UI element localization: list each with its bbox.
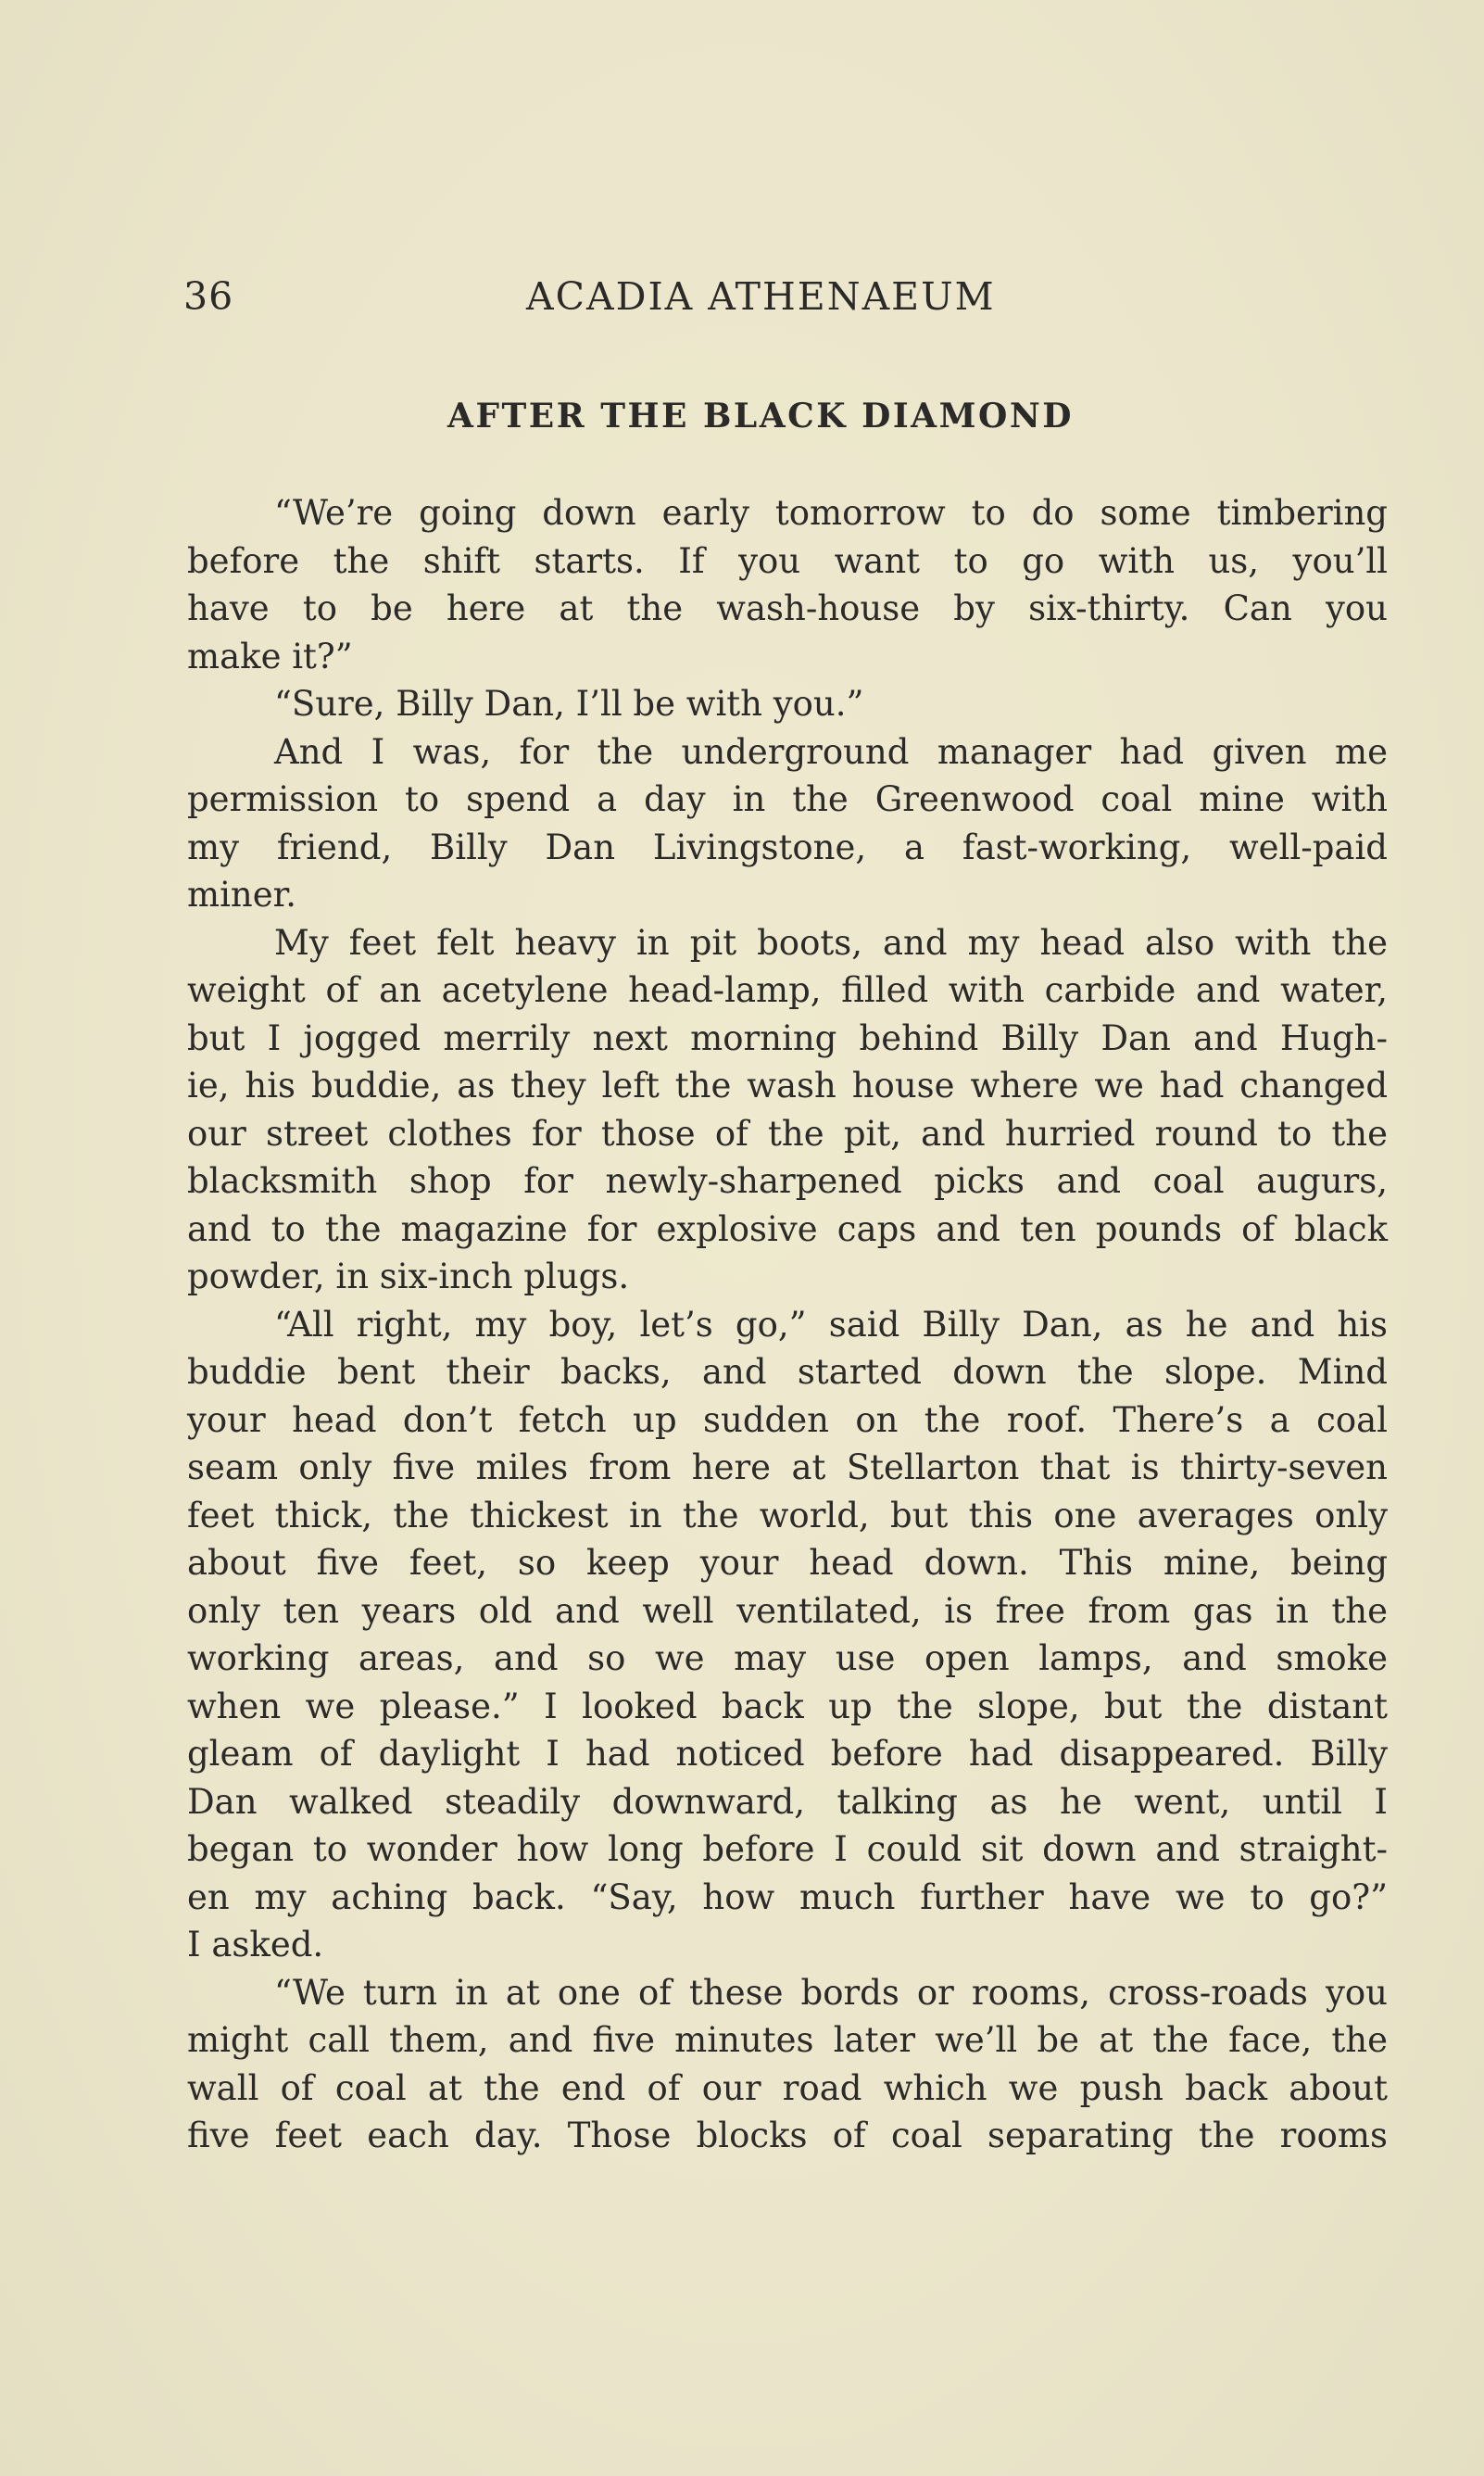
text-line: my friend, Billy Dan Livingstone, a fast-working, well-paid — [187, 827, 1388, 867]
text-line: seam only five miles from here at Stellarton that is thirty-seven — [187, 1447, 1388, 1487]
text-line: powder, in six-inch plugs. — [187, 1257, 630, 1296]
text-line: And I was, for the underground manager had given me — [274, 731, 1388, 772]
text-line: have to be here at the wash-house by six-thirty. Can you — [187, 588, 1388, 628]
text-line: “Sure, Billy Dan, I’ll be with you.” — [274, 684, 864, 724]
text-line: I asked. — [187, 1925, 324, 1964]
text-line: weight of an acetylene head-lamp, filled with carbide and water, — [187, 970, 1388, 1010]
page-header — [183, 274, 1388, 330]
text-line: before the shift starts. If you want to go with us, you’ll — [187, 540, 1388, 581]
text-line: only ten years old and well ventilated, is free from gas in the — [187, 1590, 1388, 1631]
text-line: wall of coal at the end of our road which we push back about — [187, 2067, 1388, 2108]
text-line: make it?” — [187, 636, 353, 676]
text-line: permission to spend a day in the Greenwood coal mine with — [187, 779, 1388, 819]
text-line: gleam of daylight I had noticed before had disappeared. Billy — [187, 1734, 1388, 1774]
text-line: when we please.” I looked back up the slope, but the distant — [187, 1686, 1388, 1726]
text-line: and to the magazine for explosive caps and ten pounds of black — [187, 1208, 1388, 1249]
text-line: five feet each day. Those blocks of coal separating the rooms — [187, 2116, 1388, 2155]
text-line: feet thick, the thickest in the world, but this one averages only — [187, 1495, 1388, 1535]
text-line: miner. — [187, 875, 297, 915]
page-number: 36 — [183, 274, 234, 319]
article-body — [187, 489, 1388, 2160]
text-line: “We turn in at one of these bords or rooms, cross-roads you — [274, 1972, 1388, 2013]
text-line: buddie bent their backs, and started down the slope. Mind — [187, 1352, 1388, 1392]
text-line: your head don’t fetch up sudden on the roof. There’s a coal — [187, 1399, 1388, 1440]
text-line: “We’re going down early tomorrow to do some timbering — [274, 493, 1388, 533]
text-line: began to wonder how long before I could sit down and straight- — [187, 1829, 1388, 1869]
text-line: “All right, my boy, let’s go,” said Billy Dan, as he and his — [274, 1304, 1388, 1345]
text-line: blacksmith shop for newly-sharpened picks and coal augurs, — [187, 1161, 1388, 1201]
text-line: Dan walked steadily downward, talking as he went, until I — [187, 1781, 1388, 1822]
running-head: ACADIA ATHENAEUM — [526, 274, 996, 319]
text-line: about five feet, so keep your head down. This mine, being — [187, 1543, 1388, 1583]
text-line: working areas, and so we may use open lamps, and smoke — [187, 1638, 1388, 1678]
text-line: might call them, and five minutes later we’ll be at the face, the — [187, 2020, 1388, 2060]
text-line: en my aching back. “Say, how much further have we to go?” — [187, 1876, 1388, 1917]
text-line: ie, his buddie, as they left the wash house where we had changed — [187, 1066, 1388, 1105]
text-line: My feet felt heavy in pit boots, and my head also with the — [274, 922, 1388, 963]
text-line: but I jogged merrily next morning behind Billy Dan and Hugh- — [187, 1017, 1388, 1058]
article-title: AFTER THE BLACK DIAMOND — [447, 397, 1074, 436]
text-line: our street clothes for those of the pit, and hurried round to the — [187, 1113, 1388, 1154]
